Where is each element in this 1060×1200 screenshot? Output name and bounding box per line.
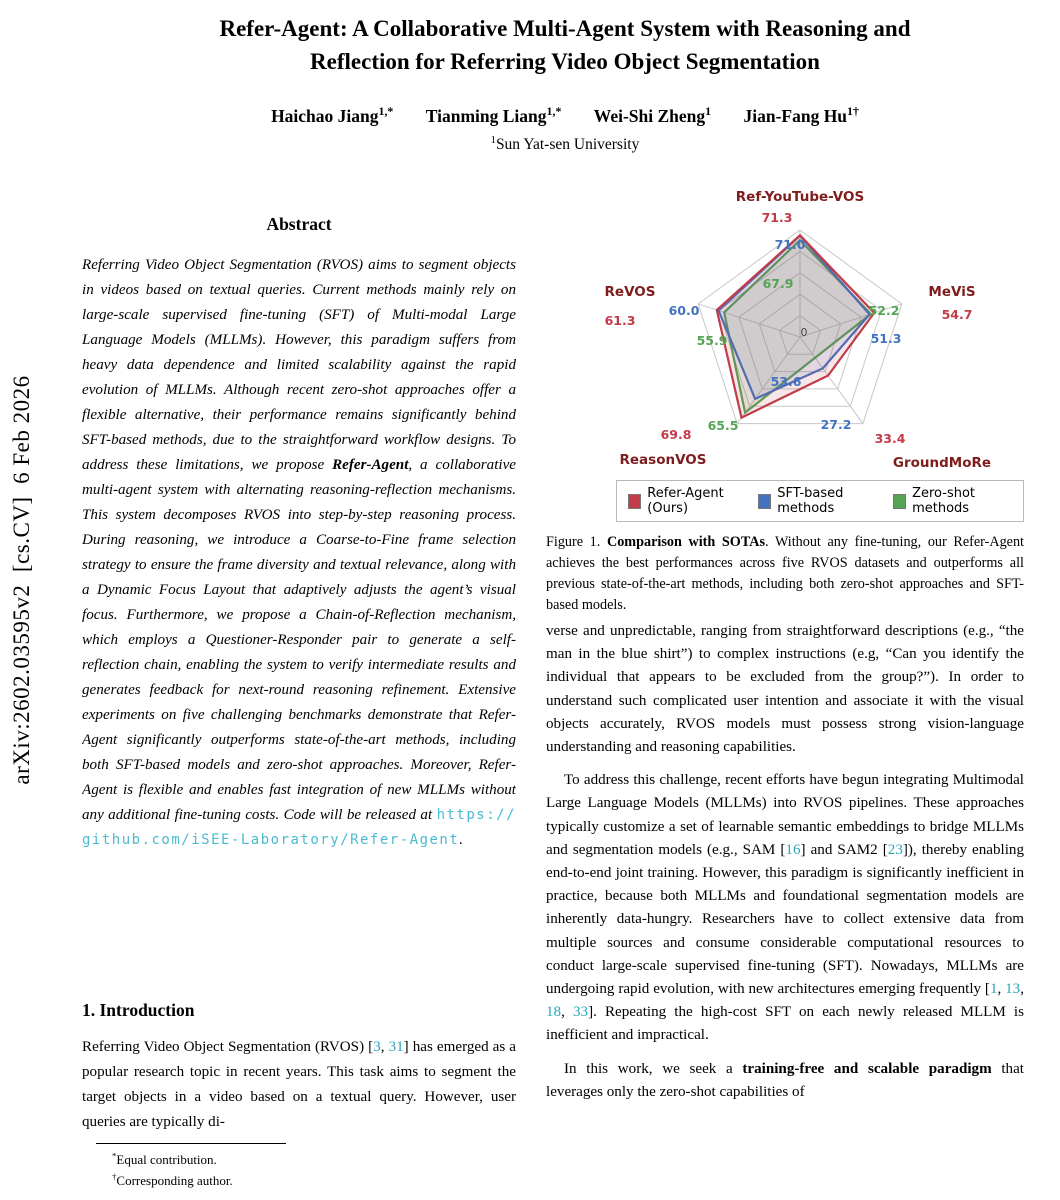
legend-swatch-blue — [758, 494, 771, 509]
axis-label: ReasonVOS — [619, 452, 707, 468]
citation-link[interactable]: 3 — [373, 1039, 381, 1055]
axis-label: ReVOS — [604, 284, 656, 300]
value-label: 27.2 — [820, 417, 852, 432]
intro-paragraph-right-3: In this work, we seek a training-free and scalable paradigm that leverages only the zero-shot capabilities of — [546, 1060, 1024, 1100]
value-label: 71.0 — [774, 237, 806, 252]
axis-label: GroundMoRe — [892, 455, 992, 471]
paper-title — [90, 12, 1040, 78]
right-column — [546, 176, 1024, 616]
value-label: 54.7 — [941, 307, 973, 322]
value-label: 60.0 — [668, 303, 700, 318]
abstract-heading: Abstract — [266, 214, 332, 234]
code-url-link[interactable]: https://github.com/iSEE-Laboratory/Refer-Agent — [82, 807, 516, 848]
value-label: 67.9 — [762, 276, 794, 291]
paper-title-line1: Refer-Agent: A Collaborative Multi-Agent System with Reasoning and — [219, 16, 911, 41]
right-column-body — [546, 620, 1024, 1114]
author-3-superscript: 1 — [705, 104, 712, 119]
footnote-corresponding-author: †Corresponding author. — [112, 1171, 233, 1188]
value-label: 65.5 — [707, 418, 739, 433]
footnotes — [96, 1143, 516, 1191]
author-2-superscript: 1,* — [546, 104, 562, 119]
intro-paragraph-right-2: To address this challenge, recent efforts have begun integrating Multimodal Large Language Models (MLLMs) into RVOS pipelines. These approaches typically customize a set of learnable semantic embeddings to bridge MLLMs and segmentation models (e.g., SAM [16] and SAM2 [23]), thereby enabling end-to-end joint training. However, this paradigm is significantly inefficient in practice, because both MLLMs and foundational segmentation models are inherently data-hungry. Researchers have to collect extensive data from multiple sources and consume considerable computational resources to conduct large-scale supervised fine-tuning (SFT). Nowadays, MLLMs are undergoing rapid evolution, with new architectures emerging frequently [1, 13, 18, 33]. Repeating the high-cost SFT on each newly released MLLM is inefficient and impractical. — [546, 772, 1025, 1044]
citation-link[interactable]: 18 — [546, 1004, 562, 1021]
series-polygon — [717, 235, 874, 417]
chart-legend — [616, 480, 1024, 522]
legend-item-zero-shot: Zero-shot methods — [893, 486, 1012, 516]
intro-paragraph-right-1: verse and unpredictable, ranging from straightforward descriptions (e.g., “the man in the blue shirt”) to complex instructions (e.g, “Can you identify the individual that appears to be excluded from the group?”). In order to understand such complicated user intention and associate it with the visual objects accurately, RVOS models must possess strong vision-language understanding and reasoning capabilities. — [546, 623, 1024, 756]
value-label: 71.3 — [761, 210, 793, 225]
author-1: Haichao Jiang$^{1,*}$ — [271, 104, 394, 126]
origin-label: 0 — [800, 326, 808, 339]
value-label: 33.4 — [874, 431, 906, 446]
author-4: Jian-Fang $Hu^{1\dagger}$ — [743, 104, 859, 126]
citation-link[interactable]: 33 — [572, 1004, 589, 1021]
citation-link[interactable]: 1 — [989, 981, 998, 998]
radar-chart — [560, 176, 1038, 476]
footnote-divider — [96, 1143, 286, 1144]
axis-label: Ref-YouTube-VOS — [735, 189, 865, 205]
left-column — [82, 214, 516, 1001]
legend-item-sft-methods: SFT-based methods — [758, 486, 880, 516]
value-label: 52.2 — [868, 303, 900, 318]
figure-1 — [546, 176, 1024, 616]
value-label: 55.9 — [696, 333, 728, 348]
affiliation: $^1$Sun Yat-sen University — [490, 134, 640, 153]
author-4-superscript: 1† — [847, 104, 859, 119]
citation-link[interactable]: 23 — [887, 841, 903, 858]
introduction-heading: 1. Introduction — [82, 1000, 195, 1020]
author-3: Wei-Shi Zheng$^1$ — [593, 104, 712, 126]
author-1-superscript: 1,* — [378, 104, 394, 119]
value-label: 61.3 — [604, 313, 636, 328]
value-label: 51.3 — [870, 331, 902, 346]
value-label: 69.8 — [660, 427, 692, 442]
citation-link[interactable]: 16 — [785, 841, 801, 858]
legend-item-refer-agent: Refer-Agent (Ours) — [628, 486, 745, 516]
authors-line — [90, 106, 1040, 127]
axis-label: MeViS — [928, 284, 976, 300]
footnote-equal-contribution: *Equal contribution. — [112, 1150, 217, 1167]
abstract-body: Referring Video Object Segmentation (RVOS) aims to segment objects in videos based on textual queries. Current methods mainly rely on large-scale supervised fine-tuning (SFT) of Multi-modal Large Language Models (MLLMs). However, this paradigm suffers from heavy data dependence and limited scalability against the rapid evolution of MLLMs. Although recent zero-shot approaches offer a flexible alternative, their performance remains significantly behind SFT-based methods, due to the straightforward workflow designs. To address these limitations, we propose Refer-Agent, a collaborative multi-agent system with alternating reasoning-reflection mechanisms. This system decomposes RVOS into step-by-step reasoning process. During reasoning, we introduce a Coarse-to-Fine frame selection strategy to ensure the frame diversity and textual relevance, along with a Dynamic Focus Layout that adaptively adjusts the agent’s visual focus. Furthermore, we propose a Chain-of-Reflection mechanism, which employs a Questioner-Responder pair to generate a self-reflection chain, enabling the system to verify intermediate results and generates feedback for next-round reasoning refinement. Extensive experiments on five challenging benchmarks demonstrate that Refer-Agent significantly outperforms state-of-the-art methods, including both SFT-based models and zero-shot approaches. Moreover, Refer-Agent is flexible and enables fast integration of new MLLMs without any additional fine-tuning costs. Code will be released at https://github.com/iSEE-Laboratory/Refer-Agent. — [82, 257, 516, 848]
introduction-section — [82, 1000, 516, 1135]
citation-link[interactable]: 13 — [1005, 981, 1021, 998]
affiliation-superscript: 1 — [490, 134, 496, 146]
paper-title-line2: Reflection for Referring Video Object Segmentation — [310, 49, 820, 74]
arxiv-sidebar-label: arXiv:2602.03595v2 [cs.CV] 6 Feb 2026 — [9, 375, 34, 785]
value-label: 53.6 — [770, 374, 802, 389]
citation-link[interactable]: 31 — [388, 1039, 404, 1055]
figure-caption: Figure 1. Comparison with SOTAs. Without any fine-tuning, our Refer-Agent achieves the best performances across five RVOS datasets and outperforms all previous state-of-the-art methods, including both zero-shot approaches and SFT-based models. — [546, 534, 1024, 613]
legend-swatch-green — [893, 494, 906, 509]
author-2: Tianming Liang$^{1,*}$ — [425, 104, 562, 126]
intro-paragraph-left: Referring Video Object Segmentation (RVOS) [3, 31] has emerged as a popular research topic in recent years. This task aims to segment the target objects in a video based on a textual query. However, user queries are typically di- — [82, 1039, 517, 1130]
legend-swatch-red — [628, 494, 641, 509]
